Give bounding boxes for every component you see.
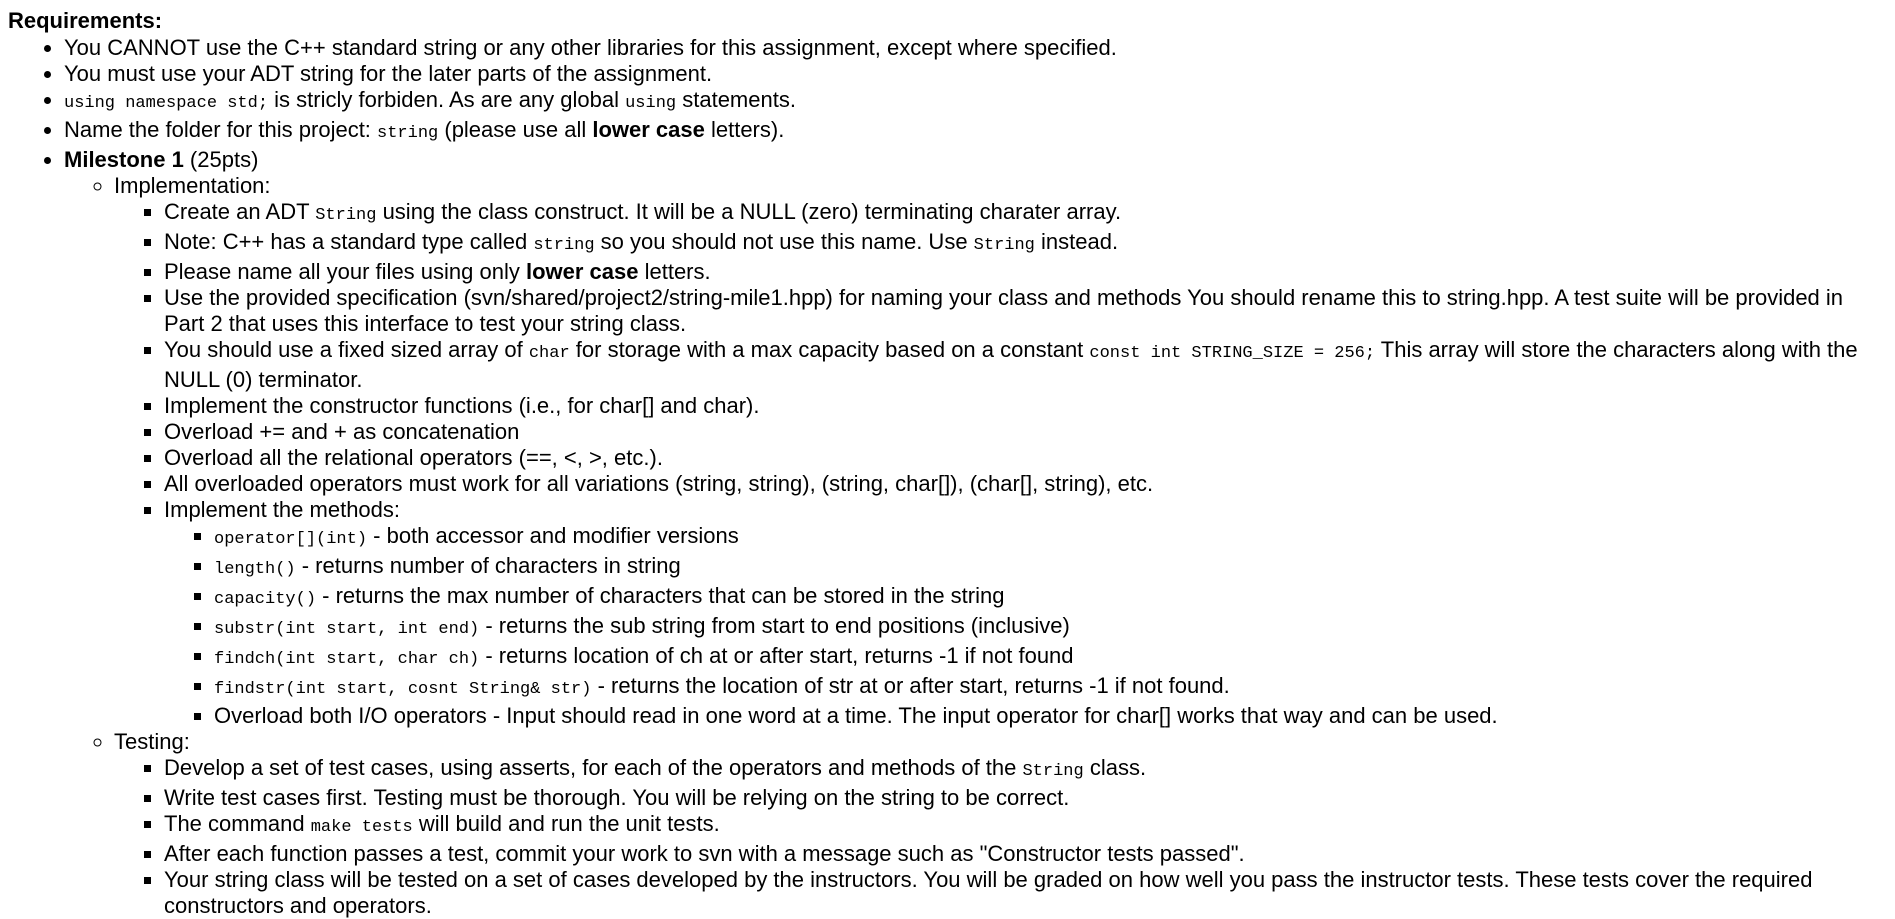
list-item: ▪ Use the provided specification (svn/shared/project2/string-mile1.hpp) for naming your class and methods You should rename this to string.hpp. A test suite will be provided in Part 2 that uses this interface to test your string class. (164, 285, 1888, 337)
list-item: • You CANNOT use the C++ standard string or any other libraries for this assignment, except where specified. (64, 35, 1888, 61)
list-item: ▪ Implement the constructor functions (i.e., for char[] and char). (164, 393, 1888, 419)
list-item: • using namespace std; is stricly forbiden. As are any global using statements. (64, 87, 1888, 117)
implementation-section (114, 173, 1888, 729)
list-item: ▪ After each function passes a test, commit your work to svn with a message such as "Constructor tests passed". (164, 841, 1888, 867)
list-item: ▪ findch(int start, char ch) - returns location of ch at or after start, returns -1 if not found (214, 643, 1888, 673)
list-item: ▪ length() - returns number of characters in string (214, 553, 1888, 583)
testing-section (114, 729, 1888, 919)
list-item: ▪ Note: C++ has a standard type called string so you should not use this name. Use String instead. (164, 229, 1888, 259)
list-item: ▪ You should use a fixed sized array of char for storage with a max capacity based on a constant const int STRING_SIZE = 256; This array will store the characters along with the NULL (0) terminator. (164, 337, 1888, 393)
list-item: ▪ Overload += and + as concatenation (164, 419, 1888, 445)
list-item: • Name the folder for this project: string (please use all lower case letters). (64, 117, 1888, 147)
milestone-sublist (64, 173, 1888, 919)
list-item: ▪ The command make tests will build and run the unit tests. (164, 811, 1888, 841)
list-item: ▪ Develop a set of test cases, using asserts, for each of the operators and methods of the String class. (164, 755, 1888, 785)
list-item: ▪ Please name all your files using only lower case letters. (164, 259, 1888, 285)
list-item: ▪ substr(int start, int end) - returns the sub string from start to end positions (inclusive) (214, 613, 1888, 643)
milestone-1-item: • Milestone 1 (25pts) ◦ Implementation: ▪ Create an ADT String using the class construct. It will be a NULL (zero) terminating charater array. ▪ Note: C++ has a standard type called string so you should not use this name. Use String instead. ▪ Please name all your files using only lower case letters. ▪ Use the provided specification (svn/shared/project2/string-mile1.hpp) for naming your class and methods You should rename this to string.hpp. A test suite will be provided in Part 2 that uses this interface to test your string class. ▪ You should use a fixed sized array of char for storage with a max capacity based on a constant const int STRING_SIZE = 256; This array will store the characters along with the NULL (0) terminator. ▪ Implement the constructor functions (i.e., for char[] and char). ▪ Overload += and + as concatenation ▪ Overload all the relational operators (==, <, >, etc.). ▪ All overloaded operators must work for all variations (string, string), (string, char[]), (char[], string), etc. ▪ Implement the methods: ▪ operator[](int) - both accessor and modifier versions ▪ length() - returns number of characters in string ▪ capacity() - returns the max number of characters that can be stored in the string ▪ substr(int start, int end) - returns the sub string from start to end positions (inclusive) ▪ findch(int start, char ch) - returns location of ch at or after start, returns -1 if not found ▪ findstr(int start, cosnt String& str) - returns the location of str at or after start, returns -1 if not found. ▪ Overload both I/O operators - Input should read in one word at a time. The input operator for char[] works that way and can be used. ◦ Testing: ▪ Develop a set of test cases, using asserts, for each of the operators and methods of the String class. ▪ Write test cases first. Testing must be thorough. You will be relying on the string to be correct. ▪ The command make tests will build and run the unit tests. ▪ After each function passes a test, commit your work to svn with a message such as "Constructor tests passed". ▪ Your string class will be tested on a set of cases developed by the instructors. You will be graded on how well you pass the instructor tests. These tests cover the required constructors and operators. (64, 147, 1888, 919)
testing-list (114, 755, 1888, 919)
list-item: ▪ operator[](int) - both accessor and modifier versions (214, 523, 1888, 553)
methods-list (164, 523, 1888, 729)
list-item: ▪ Overload all the relational operators (==, <, >, etc.). (164, 445, 1888, 471)
implementation-list (114, 199, 1888, 729)
milestone-title: Milestone 1 (64, 147, 184, 172)
list-item: ▪ Your string class will be tested on a set of cases developed by the instructors. You will be graded on how well you pass the instructor tests. These tests cover the required constructors and operators. (164, 867, 1888, 919)
list-item: • You must use your ADT string for the later parts of the assignment. (64, 61, 1888, 87)
list-item: ▪ Write test cases first. Testing must be thorough. You will be relying on the string to be correct. (164, 785, 1888, 811)
list-item: ▪ All overloaded operators must work for all variations (string, string), (string, char[]), (char[], string), etc. (164, 471, 1888, 497)
testing-label: Testing: (114, 729, 190, 754)
implementation-label: Implementation: (114, 173, 271, 198)
requirements-heading: Requirements: (8, 8, 163, 33)
list-item: ▪ capacity() - returns the max number of characters that can be stored in the string (214, 583, 1888, 613)
list-item: ▪ Create an ADT String using the class construct. It will be a NULL (zero) terminating charater array. (164, 199, 1888, 229)
methods-item: ▪ Implement the methods: ▪ operator[](int) - both accessor and modifier versions ▪ length() - returns number of characters in string ▪ capacity() - returns the max number of characters that can be stored in the string ▪ substr(int start, int end) - returns the sub string from start to end positions (inclusive) ▪ findch(int start, char ch) - returns location of ch at or after start, returns -1 if not found ▪ findstr(int start, cosnt String& str) - returns the location of str at or after start, returns -1 if not found. ▪ Overload both I/O operators - Input should read in one word at a time. The input operator for char[] works that way and can be used. (164, 497, 1888, 729)
list-item: ▪ findstr(int start, cosnt String& str) - returns the location of str at or after start, returns -1 if not found. (214, 673, 1888, 703)
requirements-list (8, 35, 1888, 919)
list-item: ▪ Overload both I/O operators - Input should read in one word at a time. The input operator for char[] works that way and can be used. (214, 703, 1888, 729)
